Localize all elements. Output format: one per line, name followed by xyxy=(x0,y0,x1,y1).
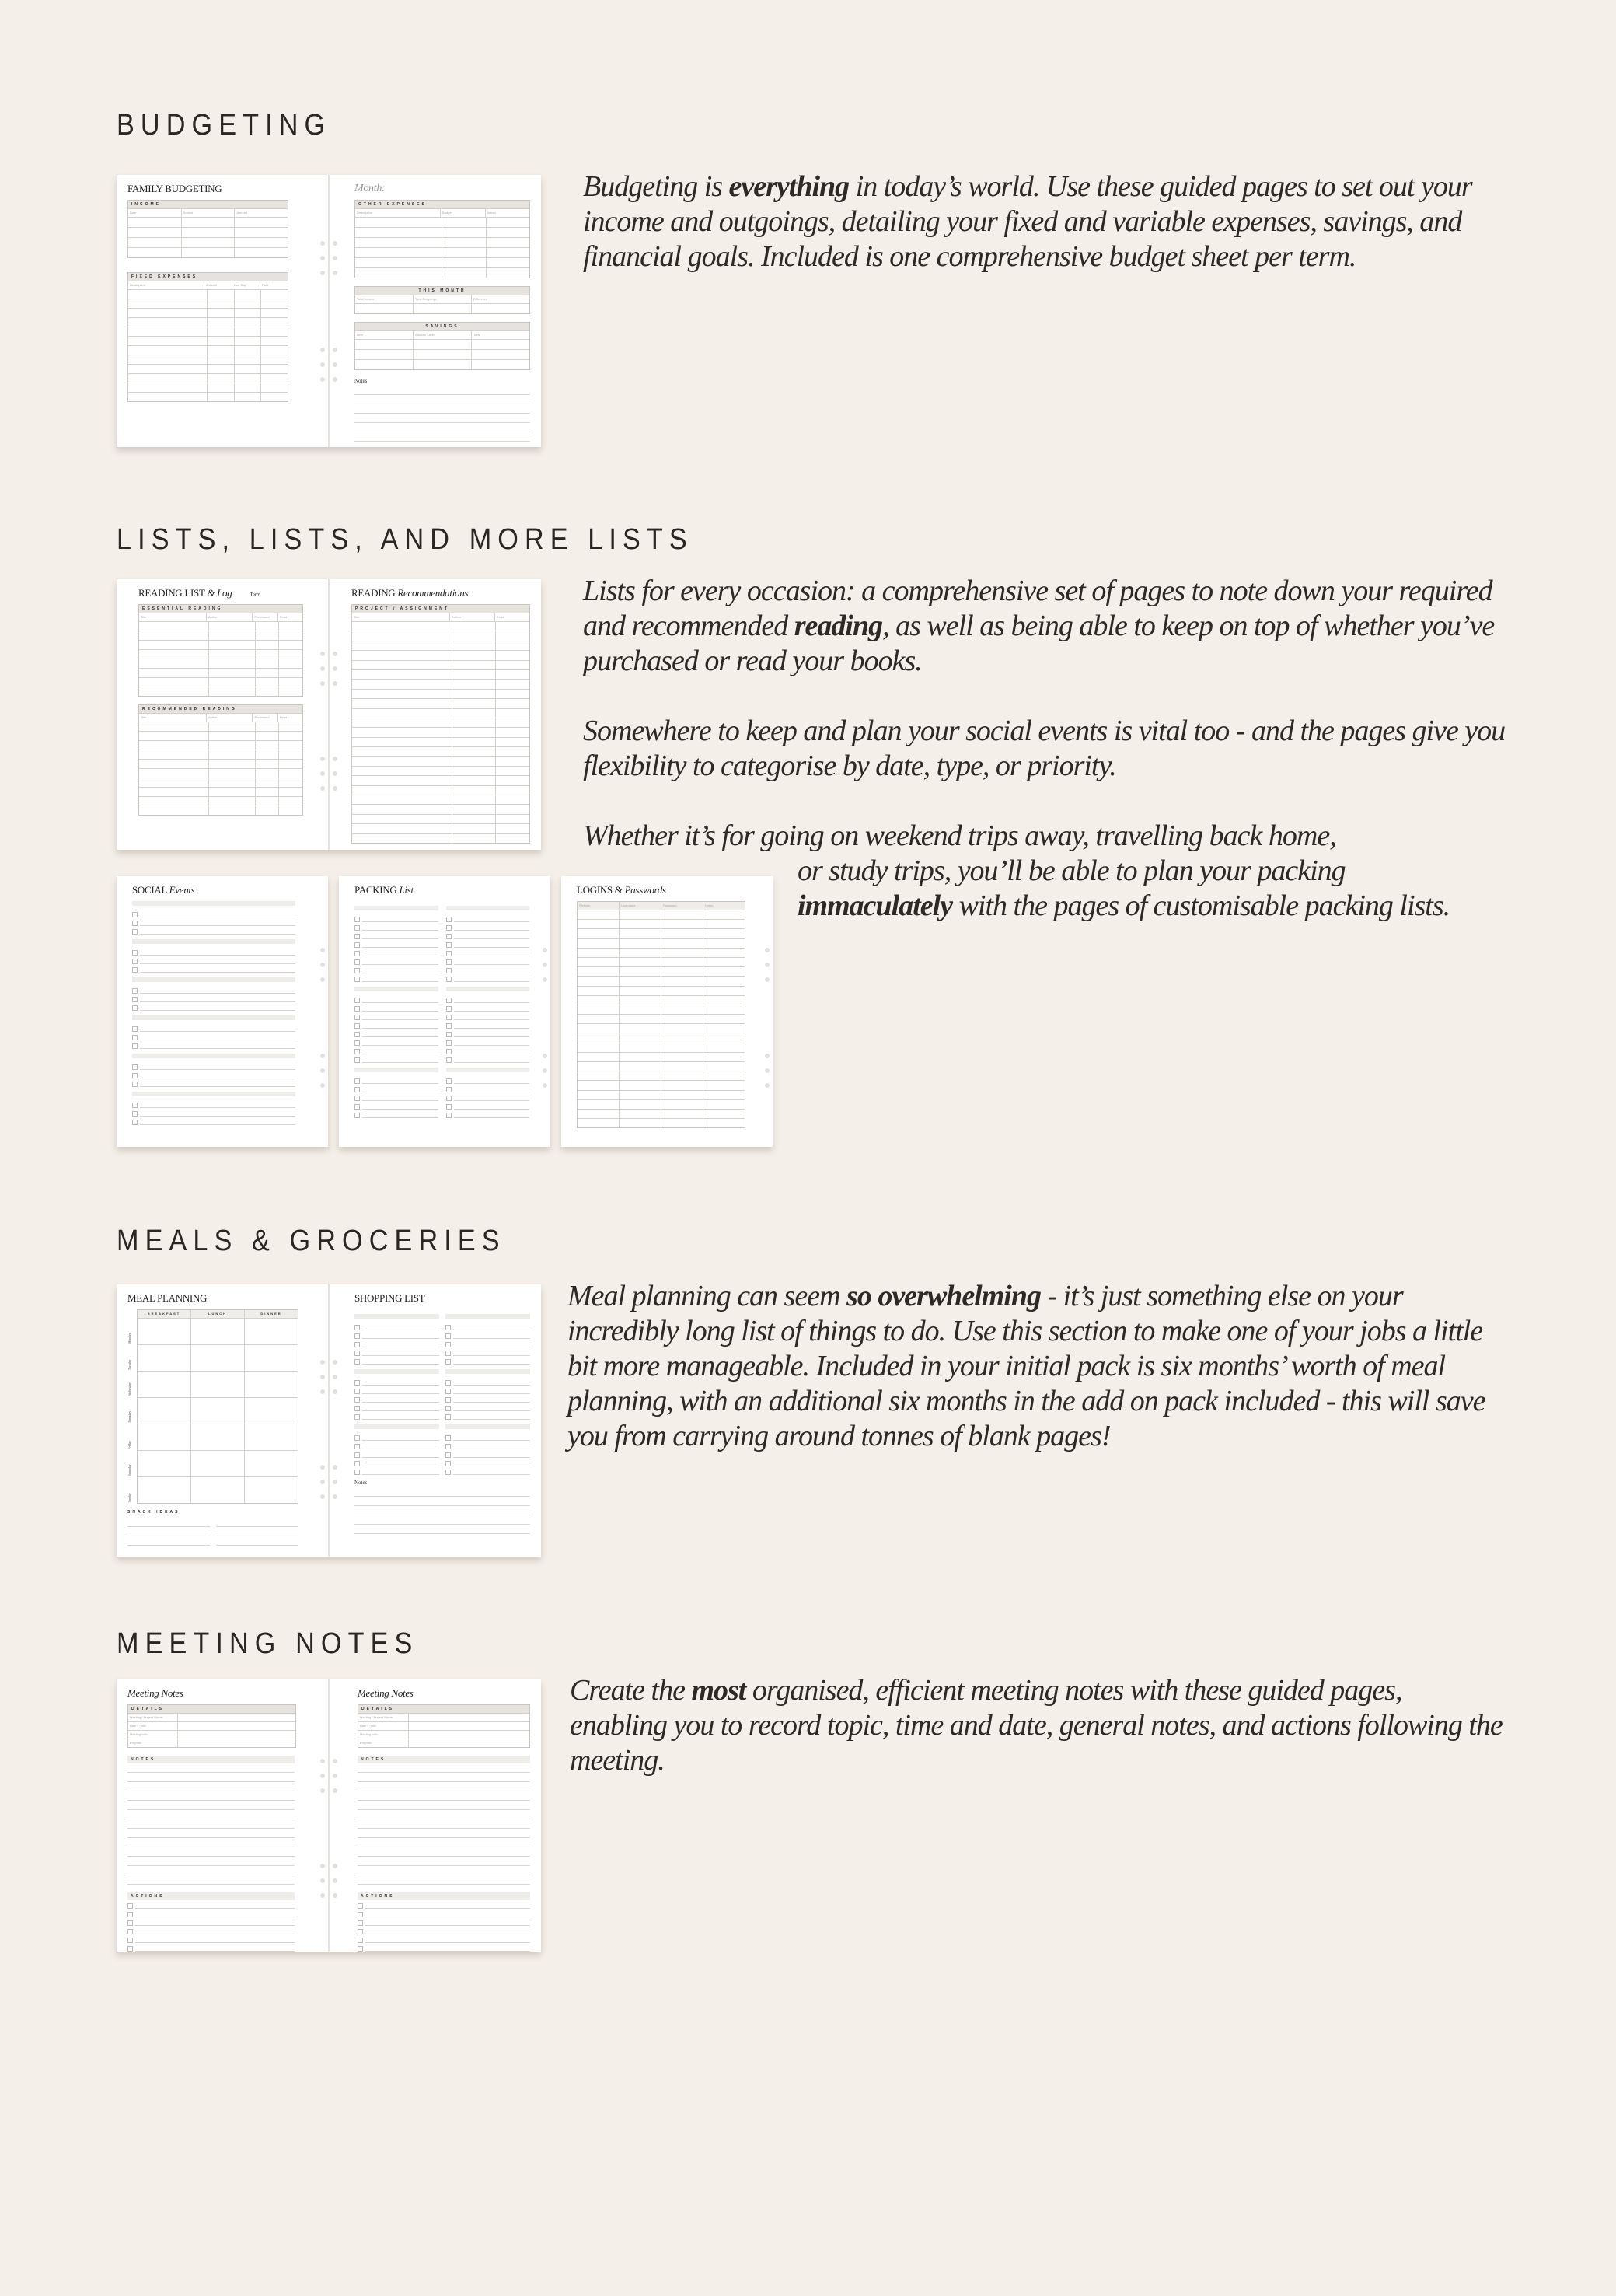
recommended-reading-table xyxy=(138,704,303,816)
row-label: Meeting with: xyxy=(358,1731,409,1739)
ring-hole-icon xyxy=(320,1759,325,1763)
desc-text: , as well as being able to keep on top of whether you’ve purchased or read your books. xyxy=(583,610,1495,677)
ring-hole-icon xyxy=(320,1878,325,1883)
ring-hole-icon xyxy=(320,786,325,791)
ring-hole-icon xyxy=(320,1494,325,1499)
ring-hole-icon xyxy=(320,1389,325,1394)
savings-table xyxy=(354,322,530,370)
budgeting-spread-thumbnail xyxy=(117,175,541,447)
table-header: FIXED EXPENSES xyxy=(128,273,288,281)
ring-hole-icon xyxy=(320,1465,325,1470)
desc-emphasis: so overwhelming xyxy=(846,1280,1041,1312)
other-expenses-table xyxy=(354,200,530,278)
day-label: Thursday xyxy=(127,1410,131,1423)
col-label: Total xyxy=(473,333,480,337)
desc-text-wrapped xyxy=(583,854,1516,924)
day-label: Friday xyxy=(127,1441,131,1449)
col-label: Author xyxy=(207,714,253,722)
ring-hole-icon xyxy=(320,1864,325,1868)
col-label: Username xyxy=(620,902,661,910)
col-label: Author xyxy=(207,613,253,621)
ring-hole-icon xyxy=(543,1054,547,1058)
ring-hole-icon xyxy=(333,1893,337,1898)
budgeting-description xyxy=(583,169,1516,309)
desc-emphasis: reading xyxy=(794,610,883,642)
ring-hole-icon xyxy=(333,377,337,382)
ring-hole-icon xyxy=(333,1774,337,1778)
desc-text: Create the xyxy=(570,1674,692,1707)
row-label: Meeting with: xyxy=(128,1731,178,1739)
ring-hole-icon xyxy=(333,1878,337,1883)
ring-hole-icon xyxy=(320,1054,325,1058)
col-label: Budget xyxy=(441,209,486,217)
col-label: BREAKFAST xyxy=(138,1310,191,1318)
table-header: SAVINGS xyxy=(355,323,529,330)
row-label: Date / Time: xyxy=(358,1722,409,1730)
ring-hole-icon xyxy=(333,362,337,367)
ring-hole-icon xyxy=(320,1774,325,1778)
section-title-lists: LISTS, LISTS, AND MORE LISTS xyxy=(117,523,693,556)
table-header: THIS MONTH xyxy=(355,287,529,295)
ring-hole-icon xyxy=(320,1375,325,1379)
meal-planning-page xyxy=(117,1284,328,1557)
page-title: Meeting Notes xyxy=(358,1687,414,1699)
col-label: Amount Saved xyxy=(414,331,472,339)
col-label: Purchased xyxy=(253,714,277,722)
day-label: Sunday xyxy=(127,1493,131,1502)
ring-hole-icon xyxy=(333,256,337,260)
reading-spread-thumbnail xyxy=(117,579,541,850)
ring-hole-icon xyxy=(765,1068,770,1073)
col-label: Paid xyxy=(262,283,269,287)
row-label: Date / Time: xyxy=(128,1722,178,1730)
family-budgeting-page xyxy=(117,175,328,447)
this-month-table xyxy=(354,286,530,314)
page-title: PACKING List xyxy=(354,884,414,896)
meeting-notes-description xyxy=(570,1673,1503,1813)
col-label: Difference xyxy=(473,297,488,301)
day-label: Tuesday xyxy=(127,1359,131,1370)
actions-header: ACTIONS xyxy=(127,1892,295,1900)
meeting-notes-spread-thumbnail xyxy=(117,1679,541,1952)
table-header: INCOME xyxy=(128,201,288,208)
ring-hole-icon xyxy=(765,977,770,982)
col-label: Source xyxy=(182,209,236,217)
col-label: Read xyxy=(496,615,504,619)
shopping-list-columns xyxy=(354,1309,530,1475)
ring-hole-icon xyxy=(333,1389,337,1394)
desc-text: Whether it’s for going on weekend trips away, travelling back home, xyxy=(583,820,1336,852)
logins-table xyxy=(577,901,745,1128)
project-assignment-table xyxy=(351,604,530,844)
details-table xyxy=(127,1704,296,1748)
essential-reading-table xyxy=(138,604,303,697)
page-title: Meeting Notes xyxy=(127,1687,183,1699)
ring-hole-icon xyxy=(320,963,325,967)
ring-hole-icon xyxy=(333,1788,337,1793)
ring-hole-icon xyxy=(333,757,337,761)
col-label: Item xyxy=(355,331,414,339)
desc-text: with the pages of customisable packing lists. xyxy=(952,889,1450,922)
col-label: Read xyxy=(279,615,288,619)
table-header: ESSENTIAL READING xyxy=(139,605,302,613)
col-label: Title xyxy=(139,613,207,621)
ring-hole-icon xyxy=(333,1480,337,1484)
ring-hole-icon xyxy=(320,1360,325,1365)
ring-hole-icon xyxy=(320,771,325,776)
ring-hole-icon xyxy=(543,963,547,967)
ring-hole-icon xyxy=(320,1788,325,1793)
actions-header: ACTIONS xyxy=(358,1892,530,1900)
col-label: Actual xyxy=(487,211,496,215)
packing-list-page-thumbnail xyxy=(339,876,550,1147)
income-table xyxy=(127,200,288,258)
ring-hole-icon xyxy=(320,757,325,761)
budget-month-page xyxy=(328,175,541,447)
reading-list-page xyxy=(117,579,328,850)
ring-hole-icon xyxy=(333,1759,337,1763)
col-label: DINNER xyxy=(260,1312,282,1316)
ring-hole-icon xyxy=(320,362,325,367)
col-label: Description xyxy=(128,281,204,289)
desc-emphasis: most xyxy=(691,1674,746,1707)
col-label: Website xyxy=(578,902,620,910)
ring-hole-icon xyxy=(333,1360,337,1365)
ring-hole-icon xyxy=(320,348,325,352)
lists-description xyxy=(583,574,1516,924)
col-label: Notes xyxy=(705,903,714,907)
snack-ideas-label: SNACK IDEAS xyxy=(127,1510,180,1515)
page-title: MEAL PLANNING xyxy=(127,1292,208,1304)
table-header: DETAILS xyxy=(358,1705,529,1713)
ring-hole-icon xyxy=(543,948,547,952)
ring-hole-icon xyxy=(320,948,325,952)
social-events-list xyxy=(132,901,295,1125)
ring-hole-icon xyxy=(320,681,325,686)
desc-emphasis: immaculately xyxy=(798,889,953,922)
shopping-list-page xyxy=(328,1284,541,1557)
ring-hole-icon xyxy=(765,948,770,952)
table-header: DETAILS xyxy=(128,1705,295,1713)
desc-text: organised, efficient meeting notes with these guided pages, enabling you to record topic, time and date, general notes, and actions following the meeting. xyxy=(570,1674,1503,1777)
desc-text: in today’s world. Use these guided pages to set out your income and outgoings, detailing your fixed and variable expenses, savings, and financial goals. Included is one comprehensive budget sheet per term. xyxy=(583,170,1472,273)
col-label: Due Day xyxy=(232,281,260,289)
notes-header: NOTES xyxy=(127,1756,295,1763)
ring-hole-icon xyxy=(333,271,337,275)
day-label: Saturday xyxy=(127,1464,131,1476)
page-title: READING Recommendations xyxy=(351,587,469,599)
row-label: Meeting / Project Name: xyxy=(128,1714,178,1721)
page-title: READING LIST & Log Term xyxy=(138,587,260,599)
ring-hole-icon xyxy=(543,977,547,982)
ring-hole-icon xyxy=(333,348,337,352)
desc-text: Meal planning can seem xyxy=(567,1280,847,1312)
ring-hole-icon xyxy=(333,771,337,776)
ring-hole-icon xyxy=(333,681,337,686)
table-header: PROJECT / ASSIGNMENT xyxy=(352,605,529,613)
col-label: Purchased xyxy=(253,613,277,621)
col-label: Title xyxy=(352,613,450,621)
ring-hole-icon xyxy=(333,786,337,791)
desc-text: Budgeting is xyxy=(583,170,729,203)
meals-description xyxy=(567,1279,1500,1489)
col-label: Total Outgoings xyxy=(414,295,472,303)
social-events-page-thumbnail xyxy=(117,876,328,1147)
month-label: Month: xyxy=(354,183,386,194)
ring-hole-icon xyxy=(765,1054,770,1058)
notes-label: Notes xyxy=(354,378,368,384)
ring-hole-icon xyxy=(320,666,325,671)
ring-hole-icon xyxy=(333,652,337,656)
col-label: Author xyxy=(450,613,494,621)
ring-hole-icon xyxy=(333,1494,337,1499)
ring-hole-icon xyxy=(320,652,325,656)
page-title: SOCIAL Events xyxy=(132,884,195,896)
packing-list-columns xyxy=(354,901,529,1118)
ring-hole-icon xyxy=(333,241,337,246)
ring-hole-icon xyxy=(320,241,325,246)
details-table xyxy=(358,1704,530,1748)
meals-spread-thumbnail xyxy=(117,1284,541,1557)
desc-text: Somewhere to keep and plan your social events is vital too - and the pages give you flexibility to categorise by date, type, or priority. xyxy=(583,715,1506,782)
col-label: Title xyxy=(139,714,207,722)
desc-text: or study trips, you’ll be able to plan your packing xyxy=(798,854,1346,887)
col-label: Date xyxy=(128,209,182,217)
col-label: Total Income xyxy=(355,295,414,303)
fixed-expenses-table xyxy=(127,272,288,402)
day-label: Monday xyxy=(127,1333,131,1344)
col-label: Description xyxy=(355,209,441,217)
ring-hole-icon xyxy=(320,977,325,982)
row-label: Purpose: xyxy=(358,1739,409,1747)
page-title: LOGINS & Passwords xyxy=(577,884,666,896)
col-label: Password xyxy=(661,902,703,910)
section-title-budgeting: BUDGETING xyxy=(117,109,332,142)
table-header: RECOMMENDED READING xyxy=(139,705,302,713)
col-label: Amount xyxy=(236,211,248,215)
ring-hole-icon xyxy=(320,1068,325,1073)
col-label: Read xyxy=(279,715,288,719)
meal-planning-grid xyxy=(127,1309,298,1504)
meeting-notes-page-left xyxy=(117,1679,328,1952)
ring-hole-icon xyxy=(320,1083,325,1088)
col-label: Amount xyxy=(204,281,232,289)
meeting-notes-page-right xyxy=(328,1679,541,1952)
ring-hole-icon xyxy=(320,256,325,260)
col-label: LUNCH xyxy=(191,1310,245,1318)
row-label: Purpose: xyxy=(128,1739,178,1747)
ring-hole-icon xyxy=(765,1083,770,1088)
ring-hole-icon xyxy=(333,1375,337,1379)
ring-hole-icon xyxy=(333,1465,337,1470)
ring-hole-icon xyxy=(543,1083,547,1088)
ring-hole-icon xyxy=(333,666,337,671)
ring-hole-icon xyxy=(333,1864,337,1868)
reading-recommendations-page xyxy=(328,579,541,850)
page-title: SHOPPING LIST xyxy=(354,1292,425,1304)
section-title-meals: MEALS & GROCERIES xyxy=(117,1225,506,1257)
page-title: FAMILY BUDGETING xyxy=(127,183,222,194)
ring-hole-icon xyxy=(765,963,770,967)
ring-hole-icon xyxy=(543,1068,547,1073)
section-title-meeting-notes: MEETING NOTES xyxy=(117,1627,419,1660)
ring-hole-icon xyxy=(320,271,325,275)
term-label: Term xyxy=(250,592,260,598)
ring-hole-icon xyxy=(320,1480,325,1484)
notes-header: NOTES xyxy=(358,1756,530,1763)
desc-emphasis: everything xyxy=(728,170,850,203)
ring-hole-icon xyxy=(320,377,325,382)
row-label: Meeting / Project Name: xyxy=(358,1714,409,1721)
ring-hole-icon xyxy=(320,1893,325,1898)
desc-text: - it’s just something else on your incredibly long list of things to do. Use this section to make one of your jobs a little bit more manageable. Included in your initial pack is six months’ worth of meal planning, with an additional six months in the add on pack included - this will save you from carrying around tonnes of blank pages! xyxy=(567,1280,1485,1452)
desc-text: Lists for every occasion: a comprehensive set of pages to note down your required and recommended xyxy=(583,575,1492,642)
notes-label: Notes xyxy=(354,1480,368,1486)
table-header: OTHER EXPENSES xyxy=(355,201,529,208)
day-label: Wednesday xyxy=(127,1382,131,1396)
